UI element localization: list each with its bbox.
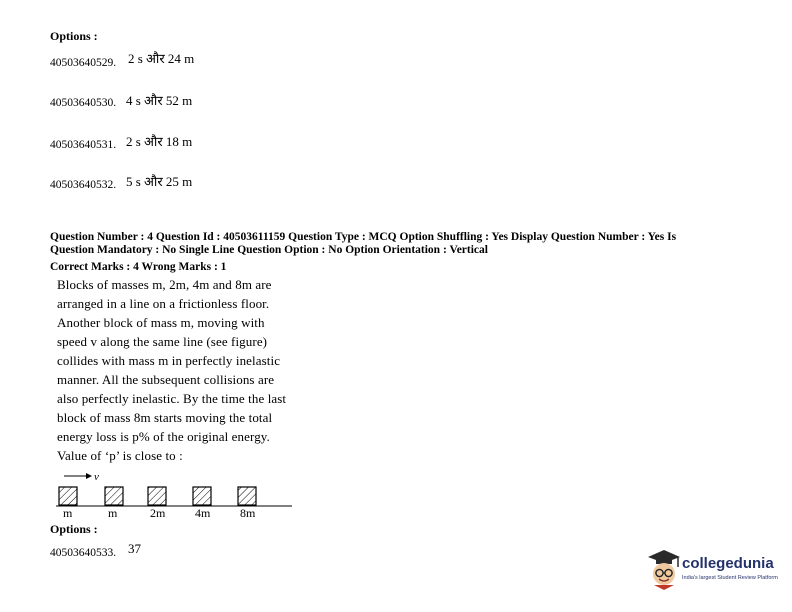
option-text: 4 s और 52 m xyxy=(126,93,193,108)
option-text: 2 s और 18 m xyxy=(126,134,193,149)
block-label: 4m xyxy=(195,506,211,520)
options-header: Options : xyxy=(50,522,98,536)
option-text: 5 s और 25 m xyxy=(126,174,193,189)
velocity-label: v xyxy=(94,471,99,483)
question-line: collides with mass m in perfectly inelastic xyxy=(57,353,281,368)
marks-line: Correct Marks : 4 Wrong Marks : 1 xyxy=(50,261,227,273)
block-label: 8m xyxy=(240,506,256,520)
block-m-moving xyxy=(59,487,77,505)
question-line: arranged in a line on a frictionless floor. xyxy=(57,296,270,311)
collegedunia-logo xyxy=(644,545,786,595)
option-text: 2 s और 24 m xyxy=(128,51,195,66)
option-id: 40503640531. xyxy=(50,139,117,151)
question-line: block of mass 8m starts moving the total xyxy=(57,410,273,425)
mascot-icon xyxy=(644,547,684,591)
block-label: m xyxy=(63,506,73,520)
block-label: 2m xyxy=(150,506,166,520)
option-id: 40503640532. xyxy=(50,179,117,191)
question-meta-line2: Question Mandatory : No Single Line Question Option : No Option Orientation : Vertical xyxy=(50,244,488,256)
option-text: 37 xyxy=(128,541,141,556)
question-line: energy loss is p% of the original energy. xyxy=(57,429,270,444)
block-8m xyxy=(238,487,256,505)
question-line: Another block of mass m, moving with xyxy=(57,315,265,330)
block-2m xyxy=(148,487,166,505)
question-meta-line1: Question Number : 4 Question Id : 40503611159 Question Type : MCQ Option Shuffling : Yes Display Question Number : Yes Is xyxy=(50,231,677,243)
question-line: speed v along the same line (see figure) xyxy=(57,334,268,349)
option-id: 40503640530. xyxy=(50,97,117,109)
brand-name: collegedunia xyxy=(682,555,774,572)
options-header: Options : xyxy=(50,29,98,43)
option-id: 40503640533. xyxy=(50,547,117,559)
velocity-arrow xyxy=(64,473,92,479)
question-line: Blocks of masses m, 2m, 4m and 8m are xyxy=(57,277,272,292)
question-line: also perfectly inelastic. By the time the last xyxy=(57,391,287,406)
question-text xyxy=(57,277,286,467)
option-id: 40503640529. xyxy=(50,57,117,69)
block-m xyxy=(105,487,123,505)
question-line: Value of ‘p’ is close to : xyxy=(57,448,183,463)
blocks-diagram xyxy=(50,466,295,522)
block-4m xyxy=(193,487,211,505)
block-label: m xyxy=(108,506,118,520)
question-line: manner. All the subsequent collisions are xyxy=(57,372,275,387)
brand-tagline: India's largest Student Review Platform xyxy=(682,575,778,581)
